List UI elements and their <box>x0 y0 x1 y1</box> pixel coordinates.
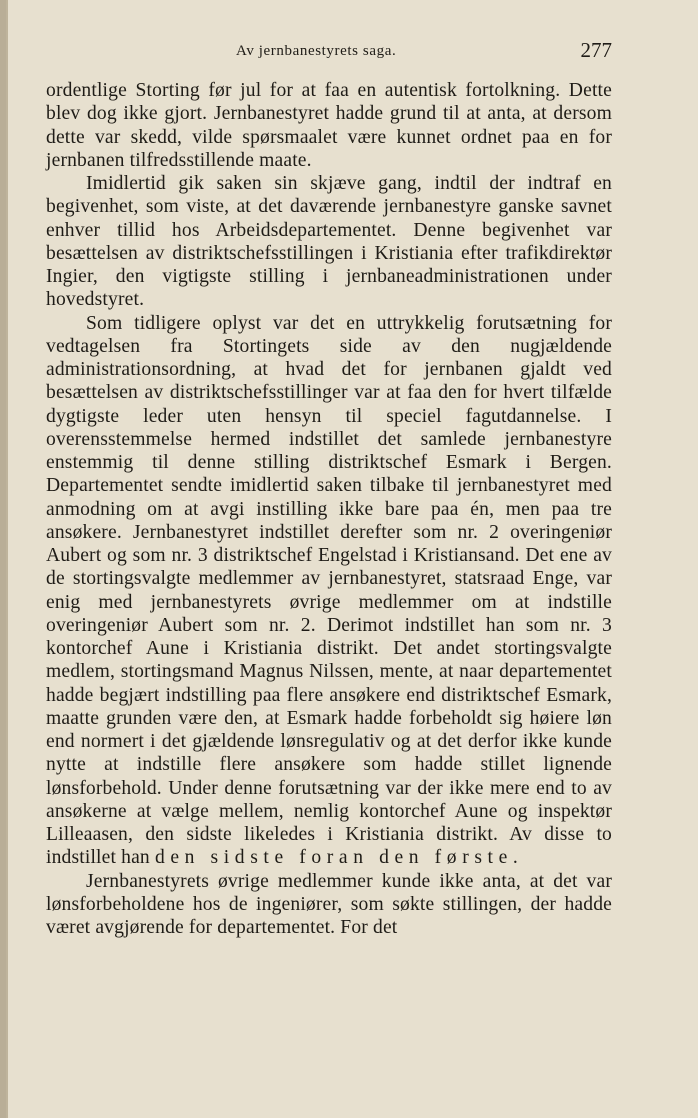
paragraph-3-main: Som tidligere oplyst var det en uttrykkelig forutsætning for vedtagelsen fra Stortingets side av den nugjældende administrationsordning, at hvad det for jernbanen gjaldt ved besættelsen av distriktschefsstillinger var at faa den for hvert tilfælde dygtigste leder uten hensyn til speciel fagutdannelse. I overensstemmelse hermed indstillet det samlede jernbanestyre enstemmig til denne stilling distriktschef Esmark i Bergen. Departementet sendte imidlertid saken tilbake til jernbanestyret med anmodning om at avgi instilling ikke bare paa én, men paa tre ansøkere. Jernbanestyret indstillet derefter som nr. 2 overingeniør Aubert og som nr. 3 distriktschef Engelstad i Kristiansand. Det ene av de stortingsvalgte medlemmer av jernbanestyret, statsraad Enge, var enig med jernbanestyrets øvrige medlemmer om at indstille overingeniør Aubert som nr. 2. Derimot indstillet han som nr. 3 kontorchef Aune i Kristiania distrikt. Det andet stortingsvalgte medlem, stortingsmand Magnus Nilssen, mente, at naar departementet hadde begjært indstilling paa flere ansøkere end distriktschef Esmark, maatte grunden være den, at Esmark hadde forbeholdt sig høiere løn end normert i det gjældende lønsregulativ og at det derfor ikke kunde nytte at indstille flere ansøkere som hadde stillet lignende lønsforbehold. Under denne forutsætning var der ikke mere end to av ansøkerne at vælge mellem, nemlig kontorchef Aune og inspektør Lilleaasen, den sidste likeledes i Kristiania distrikt. Av disse to indstillet han <box>46 312 612 869</box>
paragraph-2: Imidlertid gik saken sin skjæve gang, indtil der indtraf en begivenhet, som viste, at det daværende jernbanestyre ganske savnet enhver tillid hos Arbeidsdepartementet. Denne begivenhet var besættelsen av distriktschefsstillingen i Kristiania efter trafikdirektør Ingier, den vigtigste stilling i jernbaneadministrationen under hovedstyret. <box>46 173 612 311</box>
paragraph-1: ordentlige Storting før jul for at faa en autentisk fortolkning. Dette blev dog ikke gjort. Jernbanestyret hadde grund til at anta, at dersom dette var skedd, vilde spørsmaalet være kunnet ordnet paa en for jernbanen tilfredsstillende maate. <box>46 80 612 171</box>
page-number: 277 <box>580 38 612 62</box>
page-header <box>46 38 612 68</box>
paragraph-3 <box>46 312 612 870</box>
body-text <box>46 79 612 939</box>
running-title: Av jernbanestyrets saga. <box>236 43 397 59</box>
paragraph-4: Jernbanestyrets øvrige medlemmer kunde ikke anta, at det var lønsforbeholdene hos de ingeniører, som søkte stillingen, der hadde været avgjørende for departementet. For det <box>46 870 612 938</box>
paragraph-3-spaced-emphasis: den sidste foran den første. <box>154 847 524 869</box>
